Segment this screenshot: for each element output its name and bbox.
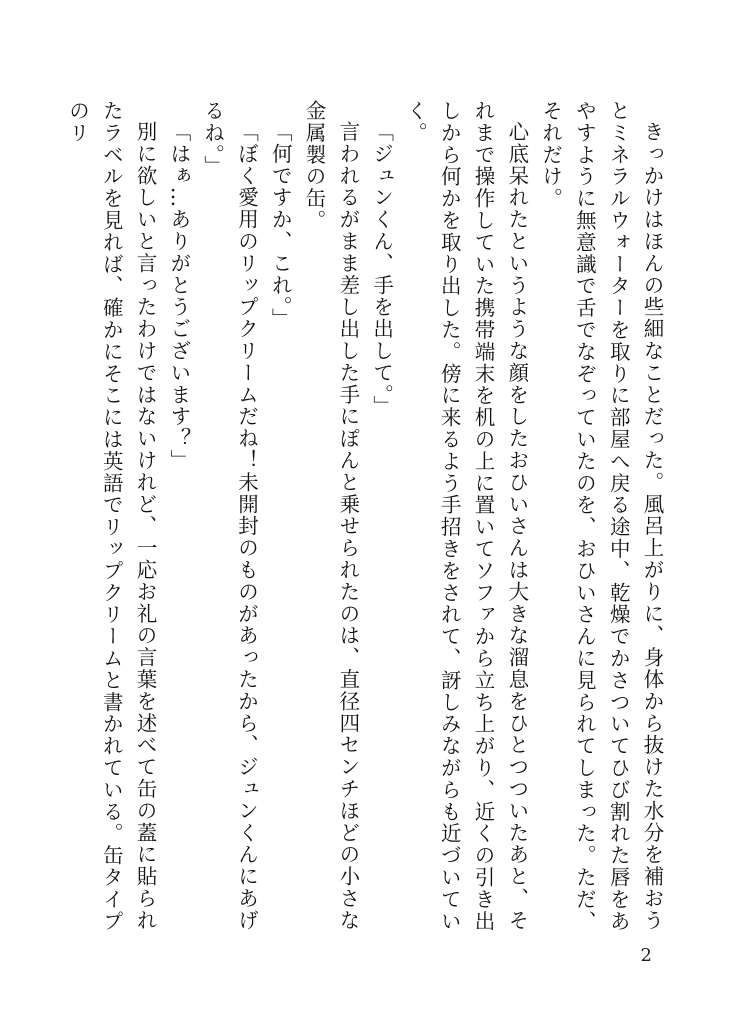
paragraph-6: 「ぼく愛用のリップクリームだね！未開封のものがあったから、ジュンくんにあげるね。」 [200, 100, 259, 931]
paragraph-4: 言われるがまま差し出した手にぽんと乗せられたのは、直径四センチほどの小さな金属製の缶。 [302, 100, 360, 931]
paragraph-8: 別に欲しいと言ったわけではないけれど、一応お礼の言葉を述べて缶の蓋に貼られたラベルを見れば、確かにそこには英語でリップクリームと書かれている。缶タイプのリ [65, 100, 158, 933]
paragraph-2: 心底呆れたというような顔をしたおひいさんは大きな溜息をひとつついたあと、それまで操作していた携帯端末を机の上に置いてソファから立ち上がり、近くの引き出しから何かを取り出した。傍に来るよう手招きをされて、訝しみながらも近づいていく。 [403, 100, 529, 933]
body-text [65, 100, 668, 935]
paragraph-5: 「何ですか、これ。」 [268, 120, 293, 330]
paragraph-1: きっかけはほんの些細なことだった。風呂上がりに、身体から抜けた水分を補おうとミネラルウォーターを取りに部屋へ戻る途中、乾燥でかさついてひび割れた唇をあやすように無意識で舌でなぞっていたのを、おひいさんに見られてしまった。ただ、それだけ。 [538, 100, 664, 933]
paragraph-7: 「はぁ…ありがとうございます？」 [166, 120, 191, 471]
paragraph-3: 「ジュンくん、手を出して。」 [369, 120, 394, 417]
page-number: 2 [640, 945, 652, 966]
